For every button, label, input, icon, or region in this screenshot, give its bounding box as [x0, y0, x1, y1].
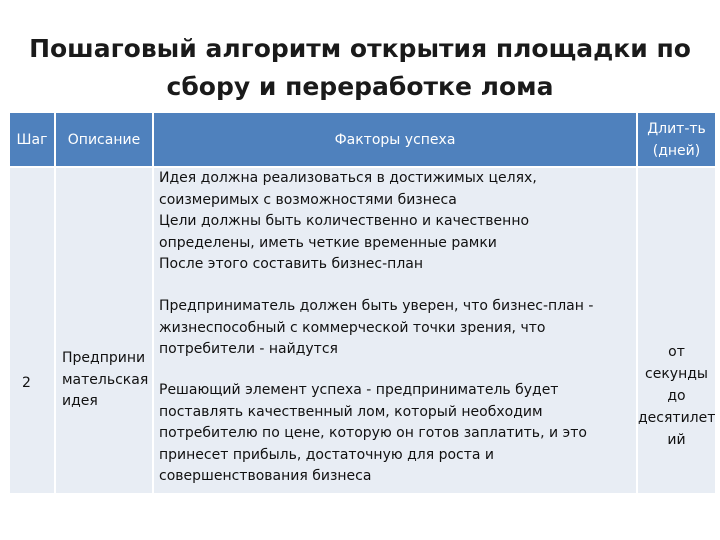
page-title	[0, 30, 720, 106]
factor-block-3	[159, 380, 587, 488]
header-duration: Длит-ть (дней)	[638, 113, 715, 166]
factor-line: потребителю по цене, которую он готов заплатить, и это	[159, 425, 587, 441]
factor-line: принесет прибыль, достаточную для роста и	[159, 446, 495, 463]
factor-line: определены, иметь четкие временные рамки	[159, 234, 497, 251]
factor-line: поставлять качественный лом, который необходим	[159, 403, 543, 420]
cell-step	[10, 168, 54, 493]
factor-line: совершенствования бизнеса	[159, 468, 372, 484]
title-line-2: сбору и переработке лома	[166, 72, 554, 101]
cell-factors	[154, 168, 636, 493]
header-step: Шаг	[10, 113, 54, 166]
step-number: 2	[22, 375, 31, 391]
duration-text: от секунды до десятилет ий	[638, 344, 716, 448]
cell-duration	[638, 168, 715, 493]
factor-line: Идея должна реализоваться в достижимых целях,	[159, 170, 537, 186]
cell-description	[56, 168, 152, 493]
factor-line: После этого составить бизнес-план	[159, 256, 424, 272]
factor-line: Решающий элемент успеха - предприниматель будет	[159, 382, 559, 398]
factor-line: потребители - найдутся	[159, 341, 338, 357]
factor-line: жизнеспособный с коммерческой точки зрения, что	[159, 319, 546, 336]
factor-line: Предприниматель должен быть уверен, что бизнес-план -	[159, 298, 594, 314]
factor-block-1	[159, 168, 537, 276]
title-line-1: Пошаговый алгоритм открытия площадки по	[29, 34, 691, 63]
factor-line: соизмеримых с возможностями бизнеса	[159, 191, 457, 208]
header-description: Описание	[56, 113, 152, 166]
description-text: Предприни мательская идея	[62, 350, 149, 409]
header-factors: Факторы успеха	[154, 113, 636, 166]
factor-line: Цели должны быть количественно и качественно	[159, 213, 530, 229]
factor-block-2	[159, 296, 593, 361]
